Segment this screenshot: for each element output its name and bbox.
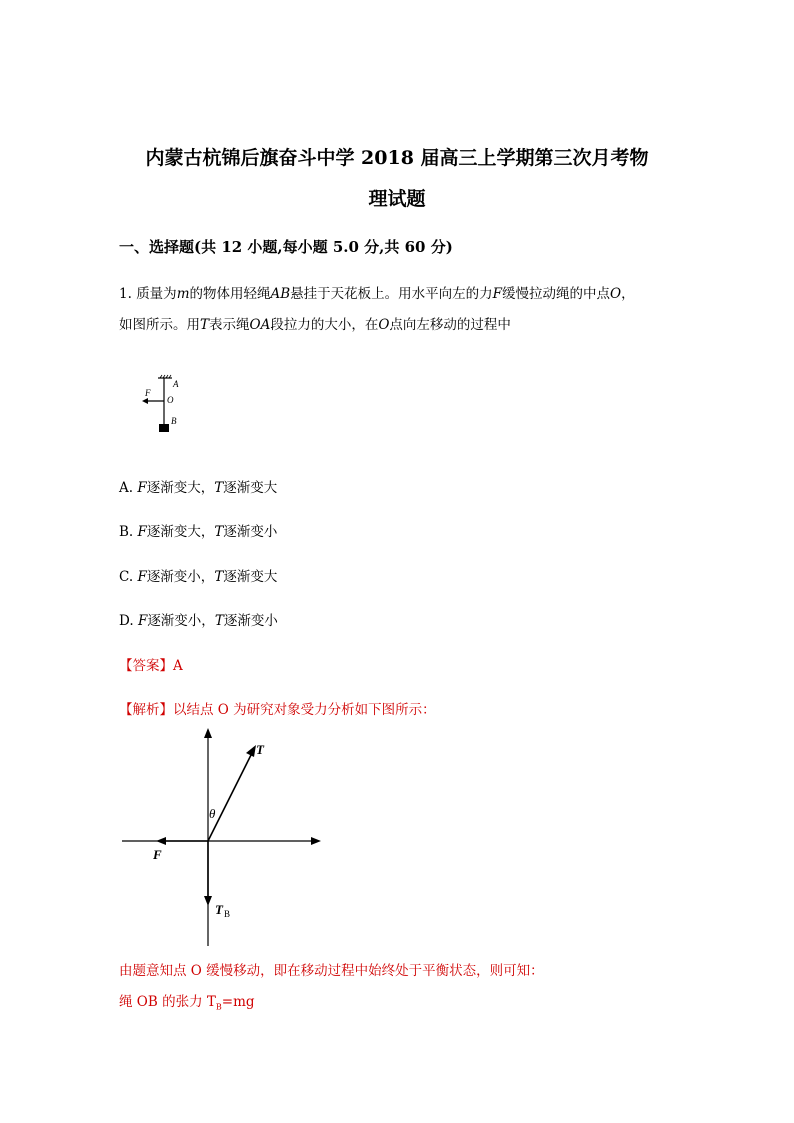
analysis-line [119,698,436,718]
var-F: F [137,569,147,585]
label-T: T [256,742,264,757]
var-T: T [214,569,224,585]
question-text: 的物体用轻绳 [189,286,271,302]
var-F: F [137,480,147,496]
force-TB-arrowhead [204,896,212,906]
question-text: ， [621,286,635,302]
force-F-arrowhead [142,398,148,404]
option-text: 逐渐变大 [223,569,278,585]
label-TB: T [215,902,223,917]
label-F: F [153,847,162,862]
force-F-arrowhead [156,837,166,845]
var-AB: AB [270,286,291,302]
question-line1 [119,282,635,302]
answer-value: A [173,658,183,674]
force-T-arrowhead [246,745,256,757]
analysis-text: 以结点 O 为研究对象受力分析如下图所示： [173,702,436,718]
option-d [119,609,278,629]
var-m: m [176,286,190,302]
option-letter: D. [119,613,134,629]
var-T: T [200,317,210,333]
analysis-tag: 【解析】 [119,702,173,718]
label-TB-subscript: B [224,909,231,919]
page-title: 内蒙古杭锦后旗奋斗中学 2018 届高三上学期第三次月考物 [145,147,649,169]
section-heading: 一、选择题(共 12 小题,每小题 5.0 分,共 60 分) [119,238,453,256]
var-F: F [137,613,148,629]
var-T: T [214,613,224,629]
horizontal-axis-arrowhead [311,837,321,845]
force-T-vector [208,753,252,841]
question-text: 悬挂于天花板上。用水平向左的力 [290,286,493,302]
var-O: O [610,286,622,302]
label-A: A [173,379,179,389]
var-O: O [378,317,390,333]
answer-tag: 【答案】 [119,658,173,674]
option-text: 逐渐变小， [147,613,215,629]
option-text: 逐渐变大 [223,480,278,496]
hanging-mass-figure [138,374,188,436]
question-line2 [119,313,511,333]
var-OA: OA [249,317,271,333]
question-text: 质量为 [136,286,177,302]
force-diagram [118,726,328,950]
var-T: T [214,524,224,540]
label-B: B [171,416,177,426]
explanation-line2 [119,990,255,1012]
option-a [119,476,277,496]
option-letter: C. [119,569,134,585]
option-c [119,565,277,585]
question-text: 段拉力的大小，在 [270,317,379,333]
option-text: 逐渐变小， [146,569,215,585]
explanation-line1: 由题意知点 O 缓慢移动，即在移动过程中始终处于平衡状态，则可知： [119,963,544,979]
label-theta: θ [209,806,216,821]
question-number: 1. [119,286,132,302]
page-title-line2: 理试题 [368,188,426,210]
explanation-text: =mg [221,994,255,1010]
question-text: 如图所示。用 [119,317,200,333]
vertical-axis-arrowhead [204,728,212,738]
option-text: 逐渐变小 [223,524,278,540]
explanation-subscript: B [215,1002,222,1012]
question-text: 表示绳 [209,317,250,333]
option-text: 逐渐变大， [146,524,215,540]
question-text: 缓慢拉动绳的中点 [502,286,611,302]
var-T: T [214,480,224,496]
label-F: F [145,388,151,398]
option-letter: B. [119,524,134,540]
option-text: 逐渐变小 [223,613,278,629]
answer-line [119,654,183,674]
var-F: F [492,286,503,302]
option-text: 逐渐变大， [146,480,215,496]
explanation-text: 绳 OB 的张力 T [119,994,216,1010]
option-b [119,520,277,540]
option-letter: A. [119,480,134,496]
label-O: O [167,395,174,405]
question-text: 点向左移动的过程中 [389,317,511,333]
var-F: F [137,524,147,540]
mass-block [159,424,169,432]
